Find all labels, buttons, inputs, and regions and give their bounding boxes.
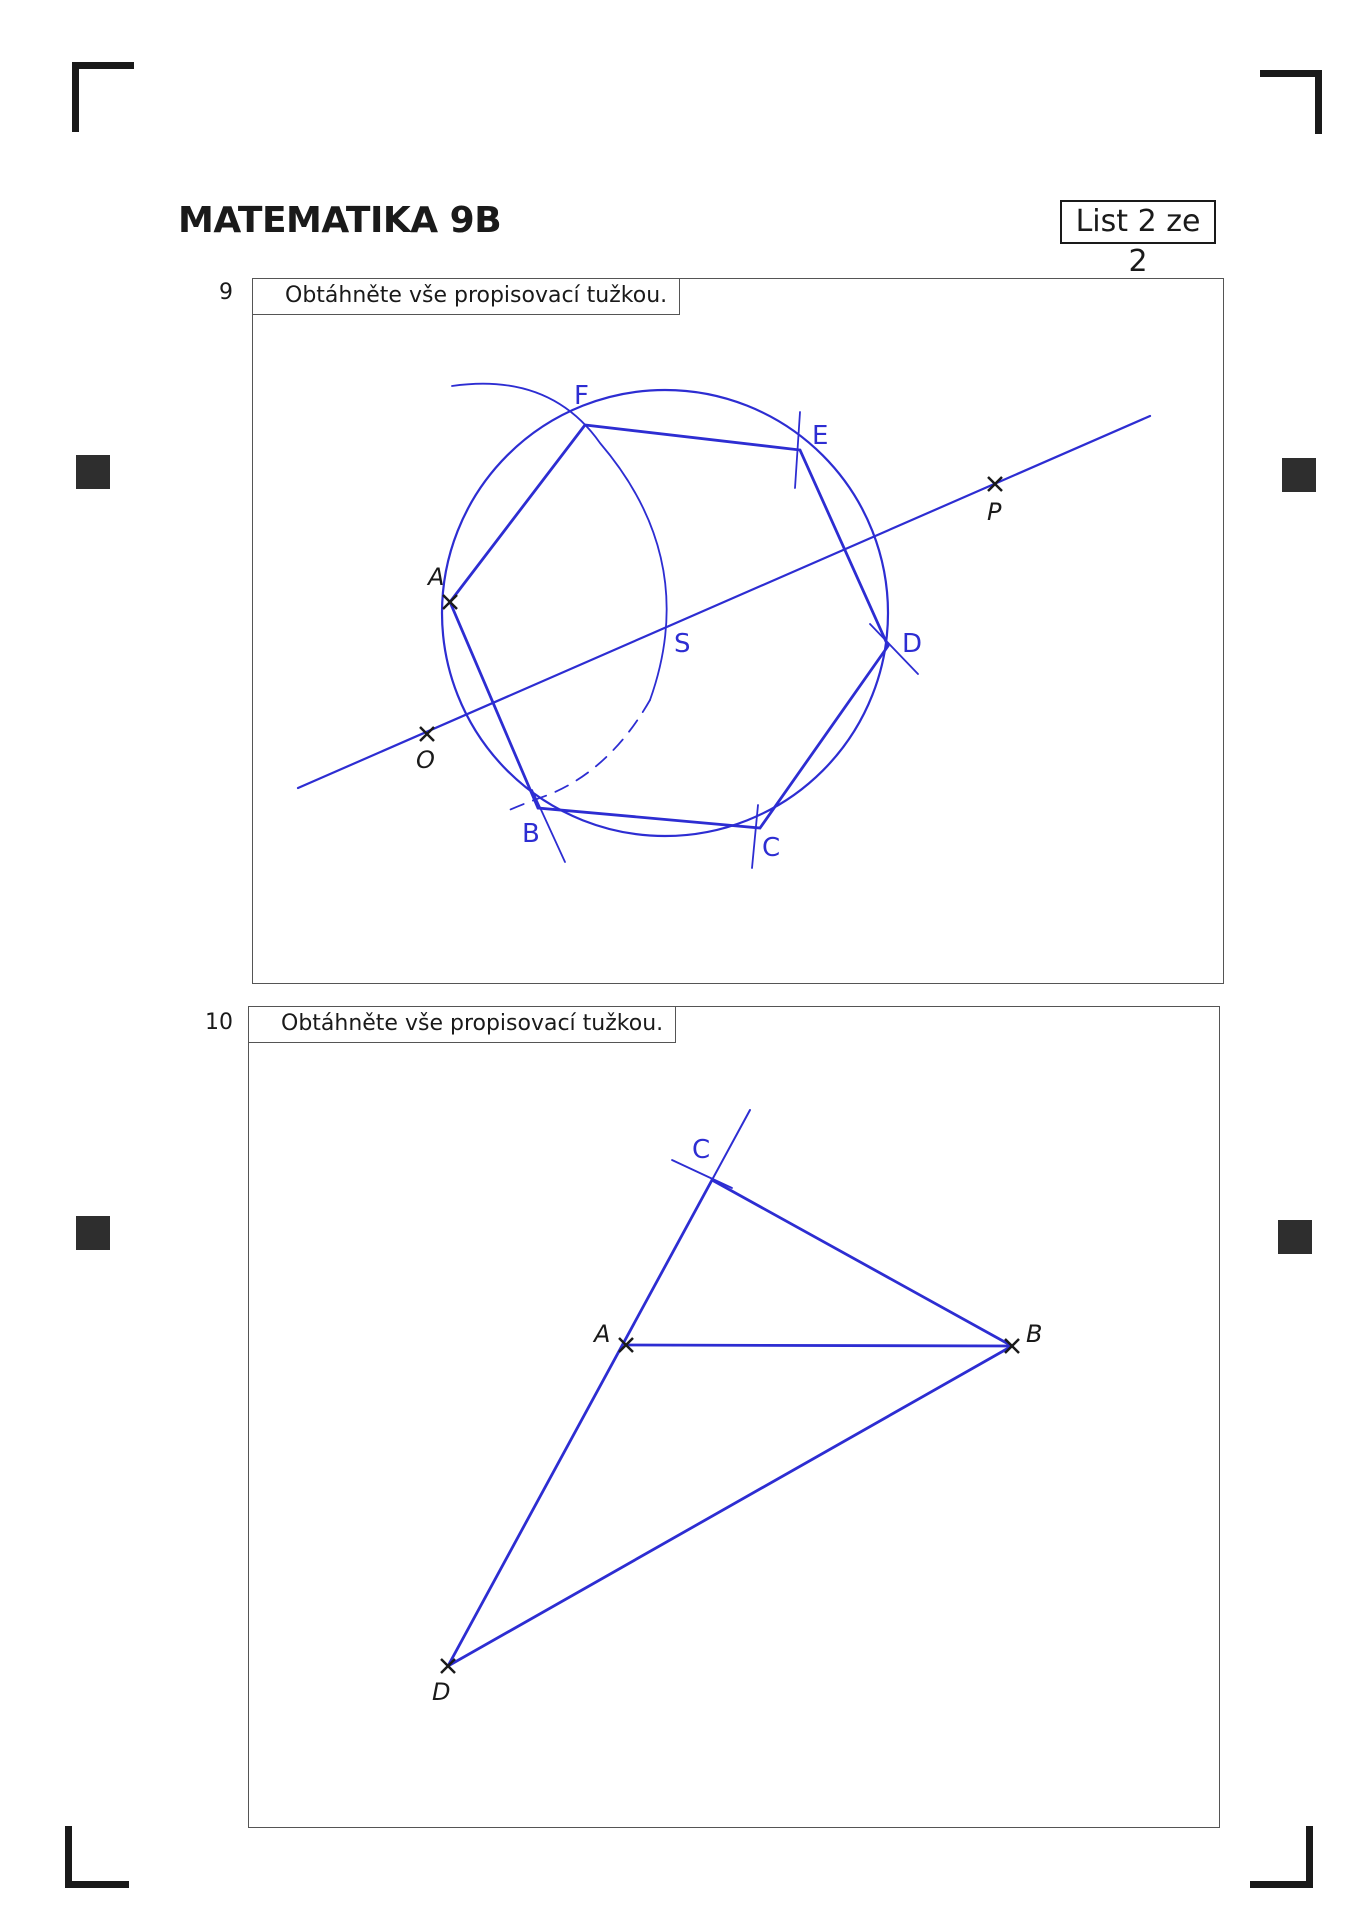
question-number-9: 9	[219, 280, 233, 305]
question-10-instruction: Obtáhněte vše propisovací tužkou.	[249, 1007, 676, 1043]
circumcircle	[442, 390, 888, 836]
label-c-9: C	[762, 833, 781, 863]
segment-cb	[712, 1180, 1012, 1346]
label-s: S	[674, 629, 691, 659]
label-p: P	[987, 498, 1002, 526]
question-9-construction	[298, 384, 1150, 868]
label-o: O	[416, 746, 435, 774]
point-a-mark	[443, 595, 457, 609]
question-9-labels	[416, 381, 1002, 863]
label-a-10: A	[594, 1320, 611, 1348]
sheet-number-badge: List 2 ze 2	[1060, 200, 1216, 244]
label-b-10: B	[1026, 1320, 1043, 1348]
label-e-9: E	[812, 421, 829, 451]
question-9-instruction: Obtáhněte vše propisovací tužkou.	[253, 279, 680, 315]
question-number-10: 10	[205, 1010, 233, 1035]
segment-db	[448, 1346, 1012, 1666]
label-a-9: A	[428, 563, 445, 591]
point-p-mark	[988, 477, 1002, 491]
label-d-9: D	[902, 629, 923, 659]
question-9-points	[420, 477, 1002, 741]
page-title: MATEMATIKA 9B	[178, 200, 502, 241]
tick-c	[752, 805, 758, 868]
label-b-9: B	[522, 819, 540, 849]
question-10-construction	[448, 1110, 1012, 1666]
label-f-9: F	[574, 381, 589, 411]
segment-da	[448, 1180, 712, 1666]
label-c-10: C	[692, 1135, 711, 1165]
label-d-10: D	[432, 1678, 451, 1706]
construction-arc-dashed	[505, 700, 650, 812]
point-d-10-mark	[441, 1659, 455, 1673]
segment-ab	[626, 1345, 1012, 1346]
question-10-labels	[432, 1135, 1042, 1706]
